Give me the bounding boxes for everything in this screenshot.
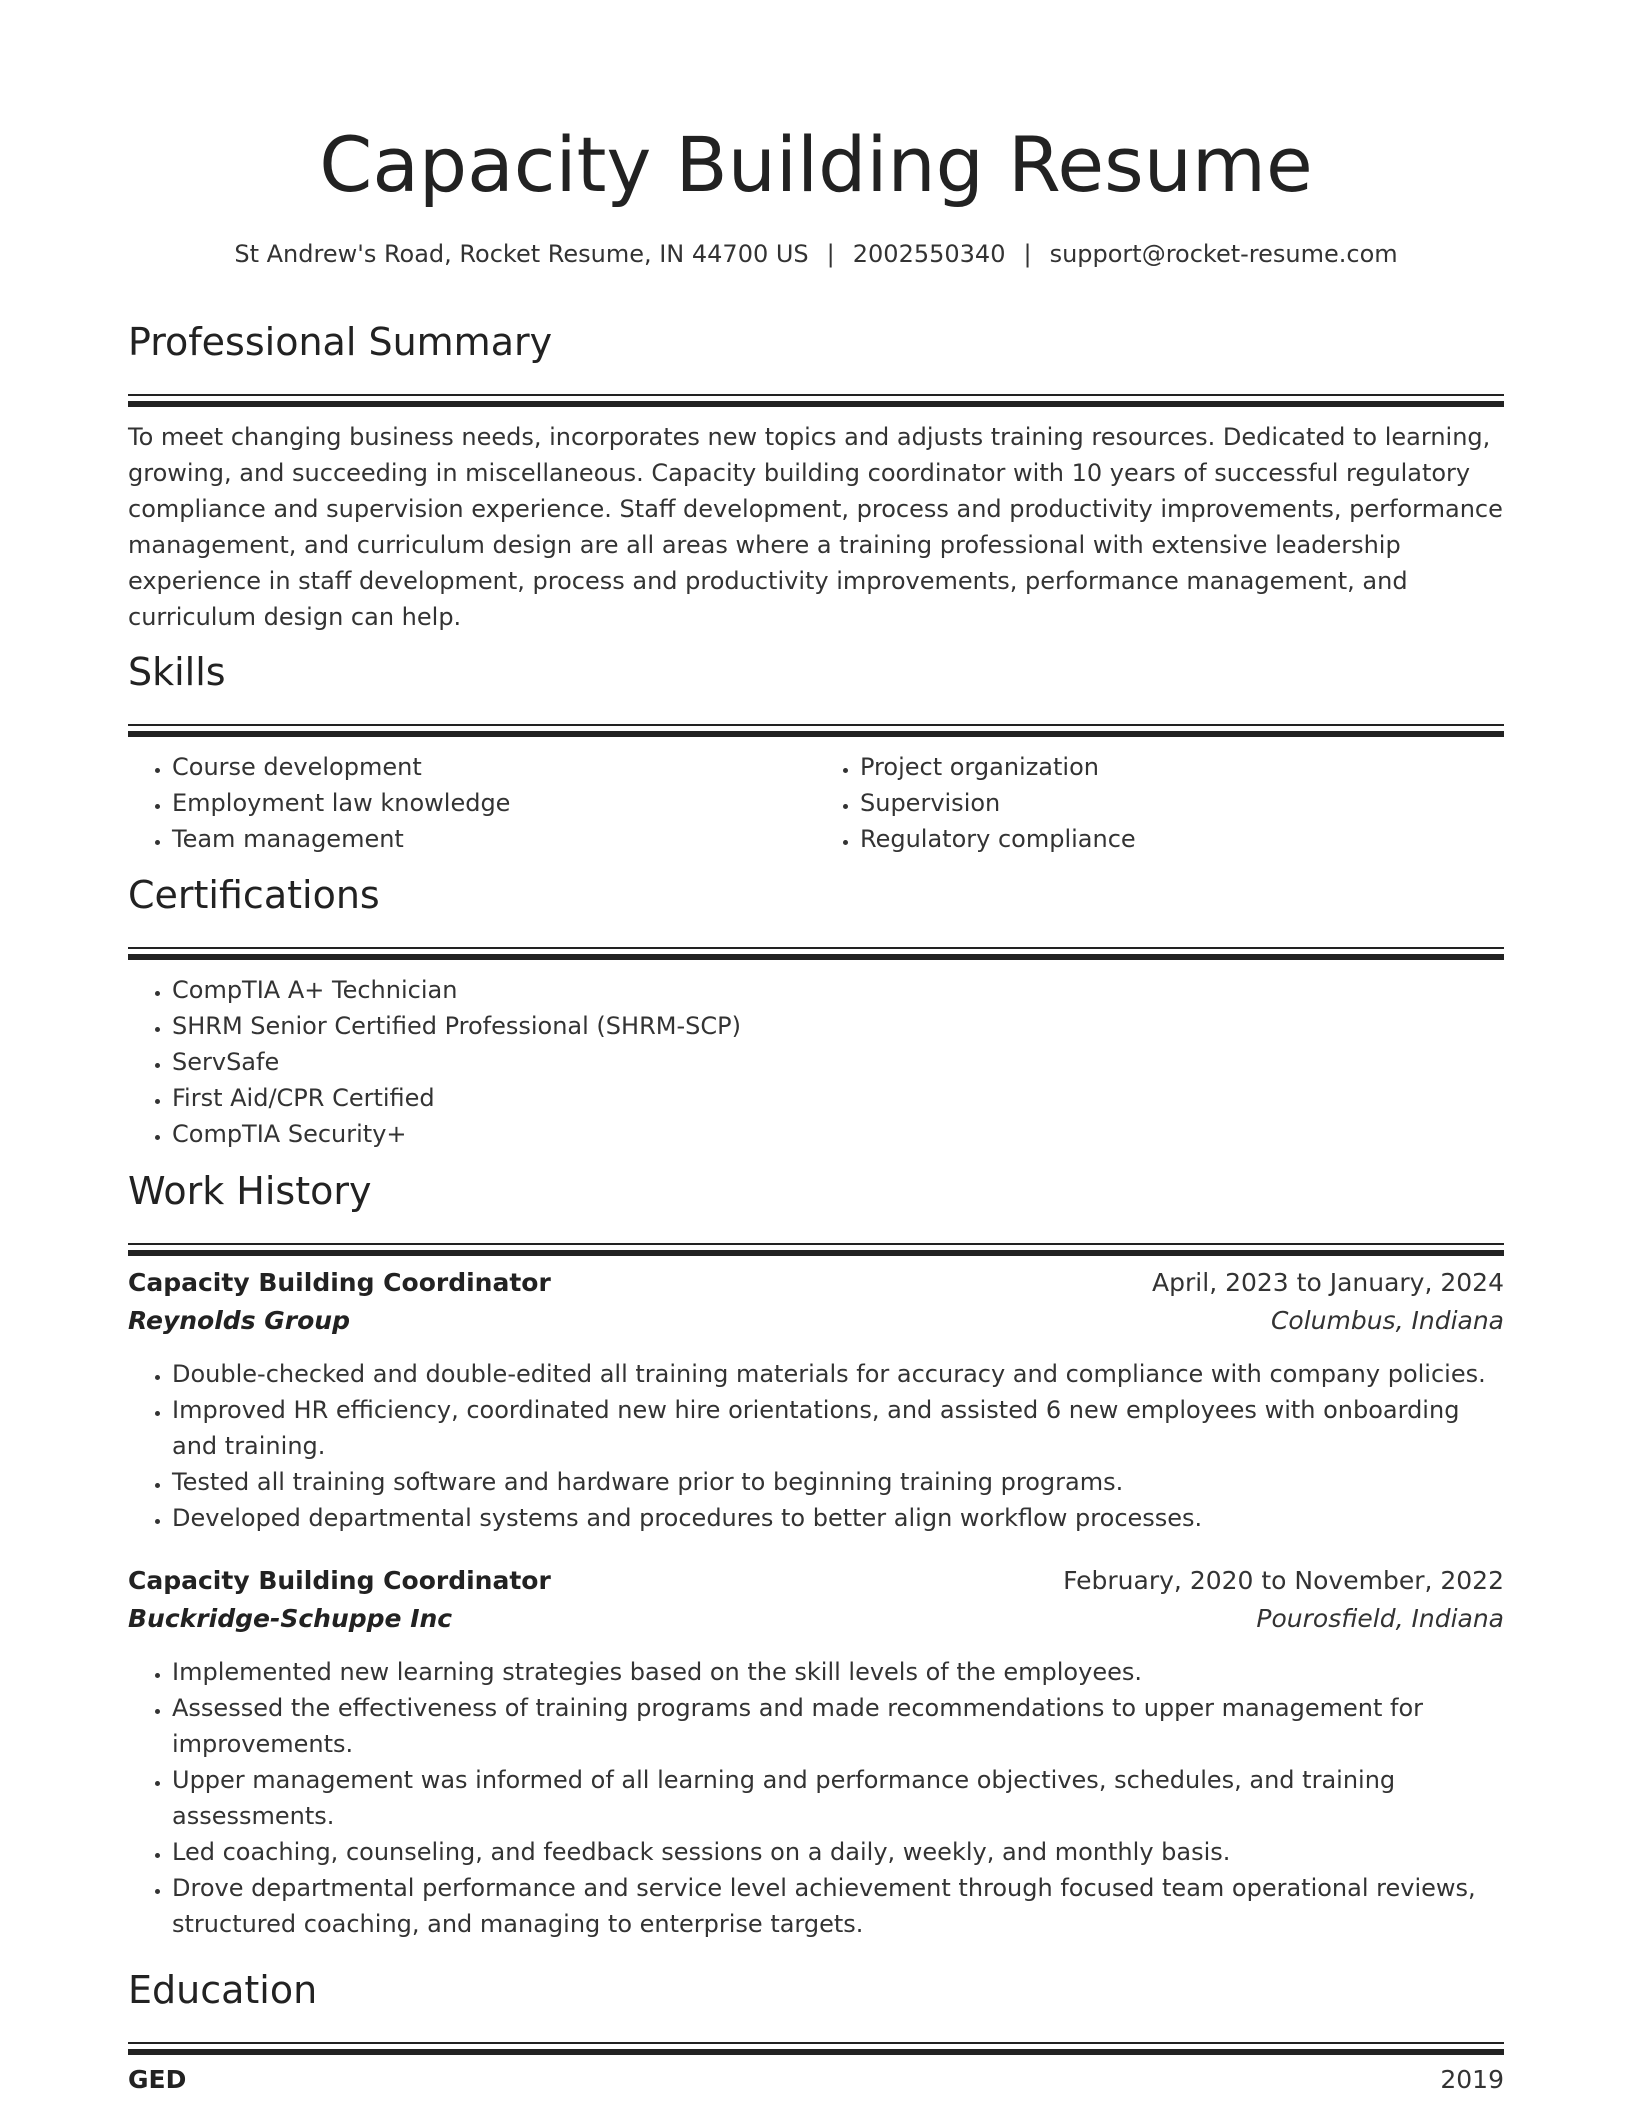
job-company: Buckridge-Schuppe Inc — [128, 1604, 453, 1633]
job-bullet: • Double-checked and double-edited all training materials for accuracy and compliance with company policies. — [172, 1356, 1504, 1392]
certification-item: • CompTIA A+ Technician — [172, 972, 1504, 1008]
certification-item: • SHRM Senior Certified Professional (SHRM-SCP) — [172, 1008, 1504, 1044]
job-title: Capacity Building Coordinator — [128, 1566, 551, 1595]
job-dates: February, 2020 to November, 2022 — [1063, 1566, 1504, 1595]
education-section — [128, 1966, 1504, 2099]
skill-item: • Team management — [172, 821, 816, 857]
section-divider — [128, 1243, 1504, 1250]
job-entry — [128, 1264, 1504, 1536]
job-bullet: • Developed departmental systems and procedures to better align workflow processes. — [172, 1500, 1504, 1536]
job-bullet: • Tested all training software and hardware prior to beginning training programs. — [172, 1464, 1504, 1500]
section-divider — [128, 947, 1504, 954]
skills-columns — [128, 749, 1504, 857]
skill-item: • Regulatory compliance — [860, 821, 1504, 857]
section-divider — [128, 2042, 1504, 2049]
education-entry — [128, 2061, 1504, 2099]
job-entry — [128, 1562, 1504, 1942]
skill-item: • Course development — [172, 749, 816, 785]
certification-item: • First Aid/CPR Certified — [172, 1080, 1504, 1116]
job-title: Capacity Building Coordinator — [128, 1268, 551, 1297]
summary-heading: Professional Summary — [128, 320, 553, 364]
section-divider — [128, 394, 1504, 401]
skill-item: • Project organization — [860, 749, 1504, 785]
job-bullet: • Upper management was informed of all learning and performance objectives, schedules, and training assessments. — [172, 1762, 1504, 1834]
resume-title: Capacity Building Resume — [319, 120, 1313, 209]
job-bullet: • Led coaching, counseling, and feedback sessions on a daily, weekly, and monthly basis. — [172, 1834, 1504, 1870]
job-company-row — [128, 1600, 1504, 1638]
work-history-section — [128, 1167, 1504, 1942]
job-bullets — [128, 1654, 1504, 1942]
skills-left-column — [128, 749, 816, 857]
skill-item: • Supervision — [860, 785, 1504, 821]
job-bullet: • Improved HR efficiency, coordinated new hire orientations, and assisted 6 new employees with onboarding and training. — [172, 1392, 1504, 1464]
education-degree: GED — [128, 2065, 187, 2094]
job-dates: April, 2023 to January, 2024 — [1152, 1268, 1504, 1297]
education-heading: Education — [128, 1968, 318, 2012]
job-company-row — [128, 1302, 1504, 1340]
education-row — [128, 2061, 1504, 2099]
job-bullet: • Drove departmental performance and service level achievement through focused team operational reviews, structured coaching, and managing to enterprise targets. — [172, 1870, 1504, 1942]
certification-item: • CompTIA Security+ — [172, 1116, 1504, 1152]
job-bullet: • Implemented new learning strategies based on the skill levels of the employees. — [172, 1654, 1504, 1690]
job-header-row — [128, 1562, 1504, 1600]
skills-heading: Skills — [128, 650, 226, 694]
job-header-row — [128, 1264, 1504, 1302]
job-location: Columbus, Indiana — [1270, 1306, 1504, 1335]
job-company: Reynolds Group — [128, 1306, 350, 1335]
summary-text: To meet changing business needs, incorporates new topics and adjusts training resources. Dedicated to learning, growing, and succeeding in miscellaneous. Capacity building coordinator with 10 years of successful regulatory compliance and supervision experience. Staff development, process and productivity improvements, performance management, and curriculum design are all areas where a training professional with extensive leadership experience in staff development, process and productivity improvements, performance management, and curriculum design can help. — [128, 423, 1503, 631]
contact-line — [128, 240, 1504, 268]
skills-section — [128, 648, 1504, 857]
contact-separator: | — [826, 240, 835, 268]
section-divider — [128, 724, 1504, 731]
contact-separator: | — [1023, 240, 1032, 268]
contact-phone: 2002550340 — [852, 240, 1006, 268]
skill-item: • Employment law knowledge — [172, 785, 816, 821]
certifications-section — [128, 871, 1504, 1152]
job-location: Pourosfield, Indiana — [1256, 1604, 1504, 1633]
summary-section — [128, 318, 1504, 635]
job-bullet: • Assessed the effectiveness of training programs and made recommendations to upper management for improvements. — [172, 1690, 1504, 1762]
work-history-heading: Work History — [128, 1169, 372, 1213]
certifications-heading: Certifications — [128, 873, 380, 917]
education-year: 2019 — [1440, 2065, 1504, 2094]
skills-right-column — [816, 749, 1504, 857]
contact-email[interactable]: support@rocket-resume.com — [1049, 240, 1398, 268]
job-bullets — [128, 1356, 1504, 1536]
contact-address: St Andrew's Road, Rocket Resume, IN 44700 US — [234, 240, 809, 268]
certifications-list — [128, 972, 1504, 1152]
certification-item: • ServSafe — [172, 1044, 1504, 1080]
